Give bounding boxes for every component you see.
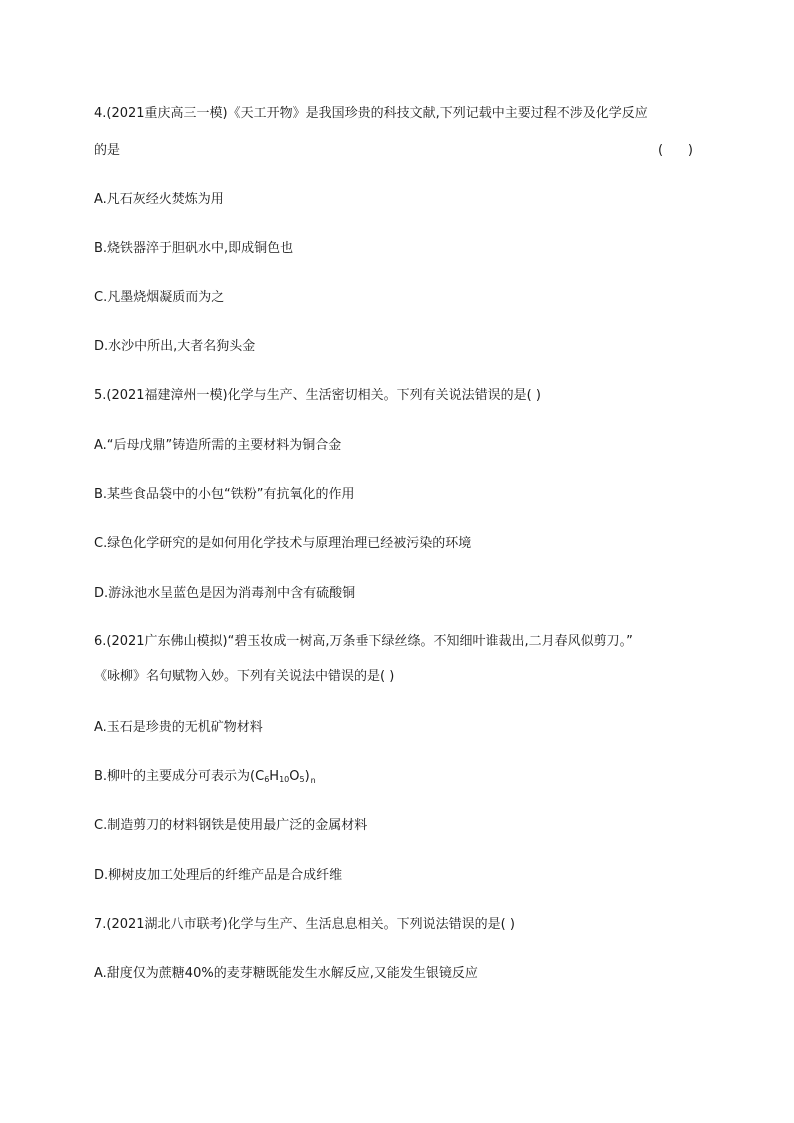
question-5-stem: 5.(2021福建漳州一模)化学与生产、生活密切相关。下列有关说法错误的是( ): [94, 388, 541, 403]
question-4-option-d: D.水沙中所出,大者名狗头金: [94, 339, 256, 354]
question-6-option-d: D.柳树皮加工处理后的纤维产品是合成纤维: [94, 868, 343, 883]
formula-subscript-6: 6: [264, 775, 270, 784]
question-6-option-a: A.玉石是珍贵的无机矿物材料: [94, 720, 263, 735]
formula-subscript-n: n: [310, 776, 316, 785]
question-5-option-a: A.“后母戊鼎”铸造所需的主要材料为铜合金: [94, 438, 342, 453]
question-7-option-a: A.甜度仅为蔗糖40%的麦芽糖既能发生水解反应,又能发生银镜反应: [94, 966, 478, 981]
answer-blank: ( ): [658, 143, 693, 158]
question-7-stem: 7.(2021湖北八市联考)化学与生产、生活息息相关。下列说法错误的是( ): [94, 917, 515, 932]
question-6-stem: 6.(2021广东佛山模拟)“碧玉妆成一树高,万条垂下绿丝绦。不知细叶谁裁出,二月春风似剪刀。”: [94, 634, 633, 649]
question-6-option-c: C.制造剪刀的材料钢铁是使用最广泛的金属材料: [94, 818, 368, 833]
question-6-option-b: [94, 767, 316, 787]
question-5-option-d: D.游泳池水呈蓝色是因为消毒剂中含有硫酸铜: [94, 586, 356, 601]
option-b-text: B.柳叶的主要成分可表示为(C: [94, 769, 265, 784]
question-4-stem: 4.(2021重庆高三一模)《天工开物》是我国珍贵的科技文献,下列记载中主要过程不涉及化学反应: [94, 106, 648, 121]
question-4-option-c: C.凡墨烧烟凝质而为之: [94, 290, 225, 305]
formula-h: H: [269, 769, 280, 784]
formula-o: O: [289, 769, 300, 784]
formula-close-paren: ): [304, 769, 310, 784]
formula-subscript-10: 10: [279, 775, 290, 784]
question-5-option-c: C.绿色化学研究的是如何用化学技术与原理治理已经被污染的环境: [94, 536, 472, 551]
question-4-option-b: B.烧铁器淬于胆矾水中,即成铜色也: [94, 241, 294, 256]
question-4-option-a: A.凡石灰经火焚炼为用: [94, 192, 224, 207]
formula-subscript-5: 5: [299, 775, 305, 784]
question-4-stem-continued: 的是: [94, 143, 121, 158]
question-5-option-b: B.某些食品袋中的小包“铁粉”有抗氧化的作用: [94, 487, 355, 502]
question-6-stem-continued: 《咏柳》名句赋物入妙。下列有关说法中错误的是( ): [94, 669, 395, 684]
